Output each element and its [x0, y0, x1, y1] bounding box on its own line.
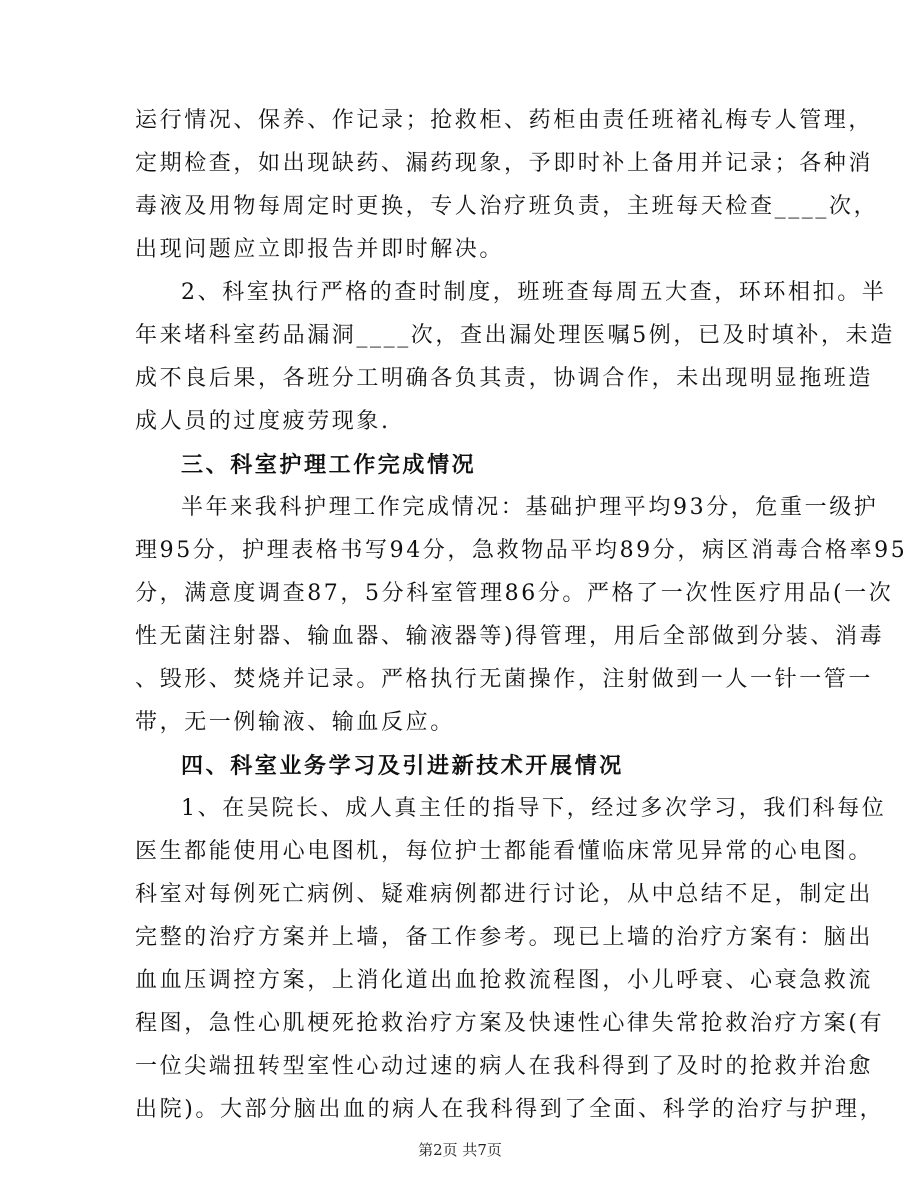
- section-heading: 三、科室护理工作完成情况: [181, 452, 477, 478]
- text-line: 1、在吴院长、成人真主任的指导下，经过多次学习，我们科每位: [181, 796, 887, 821]
- text-line: 定期检查，如出现缺药、漏药现象，予即时补上备用并记录；各种消: [135, 151, 874, 176]
- text-line: 带，无一例输液、输血反应。: [135, 710, 455, 735]
- text-line: 半年来我科护理工作完成情况：基础护理平均93分，危重一级护: [181, 495, 879, 520]
- text-line: 出现问题应立即报告并即时解决。: [135, 237, 505, 262]
- page-footer: 第2页 共7页: [418, 1141, 502, 1159]
- text-line: 性无菌注射器、输血器、输液器等)得管理，用后全部做到分装、消毒: [135, 624, 885, 649]
- text-line: 程图，急性心肌梗死抢救治疗方案及快速性心律失常抢救治疗方案(有: [135, 1011, 885, 1036]
- text-line: 毒液及用物每周定时更换，专人治疗班负责，主班每天检查____次，: [135, 194, 879, 219]
- text-line: 一位尖端扭转型室性心动过速的病人在我科得到了及时的抢救并治愈: [135, 1054, 874, 1079]
- text-line: 成人员的过度疲劳现象.: [135, 409, 391, 434]
- text-line: 理95分，护理表格书写94分，急救物品平均89分，病区消毒合格率95: [135, 538, 908, 563]
- text-line: 2、科室执行严格的查时制度，班班查每周五大查，环环相扣。半: [181, 280, 887, 305]
- text-line: 医生都能使用心电图机，每位护士都能看懂临床常见异常的心电图。: [135, 839, 874, 864]
- text-line: 年来堵科室药品漏洞____次，查出漏处理医嘱5例，已及时填补，未造: [135, 323, 895, 348]
- text-line: 运行情况、保养、作记录；抢救柜、药柜由责任班褚礼梅专人管理，: [135, 108, 874, 133]
- text-line: 分，满意度调查87，5分科室管理86分。严格了一次性医疗用品(一次: [135, 581, 894, 606]
- section-heading: 四、科室业务学习及引进新技术开展情况: [181, 753, 624, 779]
- text-line: 科室对每例死亡病例、疑难病例都进行讨论，从中总结不足，制定出: [135, 882, 874, 907]
- text-line: 出院)。大部分脑出血的病人在我科得到了全面、科学的治疗与护理，: [135, 1097, 885, 1122]
- text-line: 血血压调控方案，上消化道出血抢救流程图，小儿呼衰、心衰急救流: [135, 968, 874, 993]
- text-line: 完整的治疗方案并上墙，备工作参考。现已上墙的治疗方案有：脑出: [135, 925, 874, 950]
- text-line: 、毁形、焚烧并记录。严格执行无菌操作，注射做到一人一针一管一: [135, 667, 874, 692]
- text-line: 成不良后果，各班分工明确各负其责，协调合作，未出现明显拖班造: [135, 366, 874, 391]
